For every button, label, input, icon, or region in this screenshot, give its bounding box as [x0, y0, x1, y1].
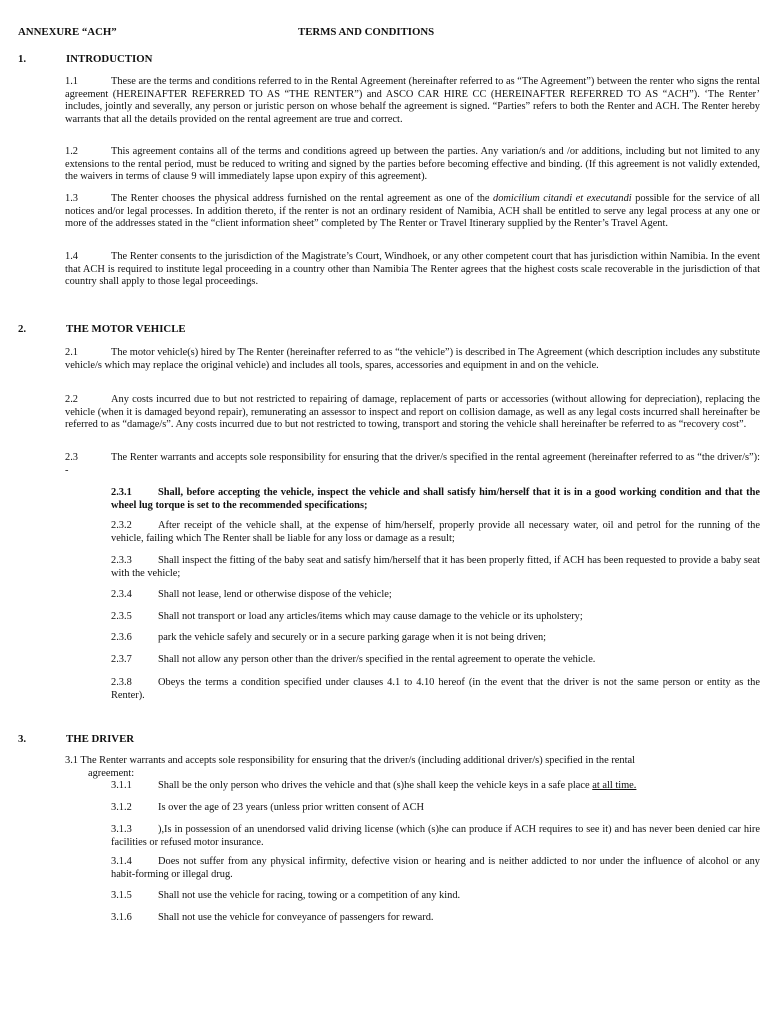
clause-number: 2.2 — [65, 394, 78, 405]
clause-2-3-7 — [111, 654, 760, 667]
clause-number: 2.3.6 — [111, 632, 132, 643]
clause-text: After receipt of the vehicle shall, at the expense of him/herself, properly provide all necessary water, oil and petrol for the running of the vehicle, failing which The Renter shall be liable for any loss or damage as a result; — [111, 520, 760, 544]
clause-3-1-6 — [111, 912, 760, 925]
clause-text-underlined: at all time. — [592, 780, 637, 791]
clause-text: This agreement contains all of the terms and conditions agreed up between the parties. Any variation/s and /or additions, including but not limited to any extensions to the rental period, must be reduced to writing and signed by the parties before becoming effective and binding. (If this agreement is not validly extended, the waivers in terms of clause 9 will immediately lapse upon expiry of this agreement). — [65, 146, 760, 183]
clause-text: The motor vehicle(s) hired by The Renter (hereinafter referred to as “the vehicle”) is described in The Agreement (which description includes any substitute vehicle/s which may replace the original vehicle) and includes all tools, spares, accessories and equipment in and on the vehicle. — [65, 347, 760, 371]
clause-number: 2.3.2 — [111, 520, 132, 531]
clause-number: 3.1.6 — [111, 912, 132, 923]
clause-2-3-4 — [111, 589, 760, 602]
section-2-number: 2. — [18, 323, 27, 335]
section-3-title: THE DRIVER — [66, 733, 135, 745]
clause-text: These are the terms and conditions referred to in the Rental Agreement (hereinafter referred to as “The Agreement”) between the renter who signs the rental agreement (HEREINAFTER REFERRED TO AS “THE RENTER”) and ASCO CAR HIRE CC (HEREINAFTER REFERRED TO AS “ACH”). ‘The Renter’ includes, jointly and severally, any person or juristic person on whose behalf the agreement is signed. “Parties” refers to both the Renter and ACH. The Renter hereby warrants that all the details provided on the rental agreement are true and correct. — [65, 76, 760, 125]
clause-text: Any costs incurred due to but not restricted to repairing of damage, replacement of parts or accessories (without allowing for depreciation), replacing the vehicle (when it is damaged beyond repair), remunerating an assessor to inspect and report on collision damage, as well as any legal costs incurred shall hereinafter be referred to as “damage/s”. Any costs incurred due to but not restricted to towing, transport and storing the vehicle shall hereinafter be referred to as “recovery cost”. — [65, 394, 760, 431]
page-title: TERMS AND CONDITIONS — [298, 26, 435, 38]
clause-text: Shall, before accepting the vehicle, inspect the vehicle and shall satisfy him/herself that it is in a good working condition and that the wheel lug torque is set to the recommended specifications; — [111, 487, 760, 511]
clause-1-4 — [65, 251, 760, 289]
clause-text: possible for the service of all notices and/or legal processes. In addition thereto, if the renter is not an ordinary resident of Namibia, ACH shall be entitled to serve any legal process at any one or more of the addresses stated in the “client information sheet” completed by The Renter or Travel Itinerary supplied by the Renter’s Travel Agent. — [65, 193, 761, 230]
clause-2-3-8 — [111, 677, 760, 702]
clause-text: Is over the age of 23 years (unless prior written consent of ACH — [158, 802, 425, 813]
clause-text: Shall not lease, lend or otherwise dispose of the vehicle; — [158, 589, 392, 600]
clause-3-1-3 — [111, 824, 760, 849]
clause-number: 1.1 — [65, 76, 78, 87]
clause-number: 2.3.5 — [111, 611, 132, 622]
clause-2-3-6 — [111, 632, 760, 645]
clause-number: 2.3.4 — [111, 589, 132, 600]
clause-number: 2.3.7 — [111, 654, 132, 665]
clause-3-1 — [65, 755, 760, 780]
clause-text: Shall not use the vehicle for conveyance of passengers for reward. — [158, 912, 434, 923]
clause-text: Shall not transport or load any articles/items which may cause damage to the vehicle or its upholstery; — [158, 611, 583, 622]
clause-text: Shall inspect the fitting of the baby seat and satisfy him/herself that it has been properly fitted, if ACH has been requested to provide a baby seat with the vehicle; — [111, 555, 760, 579]
clause-number: 2.3.3 — [111, 555, 132, 566]
clause-2-3-2 — [111, 520, 760, 545]
clause-3-1-5 — [111, 890, 760, 903]
clause-text: The Renter warrants and accepts sole responsibility for ensuring that the driver/s specified in the rental agreement (hereinafter referred to as “the driver/s”): - — [65, 452, 760, 476]
clause-number: 2.3.1 — [111, 487, 132, 498]
clause-2-3 — [65, 452, 760, 477]
clause-text: The Renter chooses the physical address furnished on the rental agreement as one of the — [111, 193, 494, 204]
clause-text: ),Is in possession of an unendorsed valid driving license (which (s)he can produce if ACH requires to see it) and has never been denied car hire facilities or refused motor insurance. — [111, 824, 760, 848]
section-2-title: THE MOTOR VEHICLE — [66, 323, 186, 335]
clause-text: Shall be the only person who drives the vehicle and that (s)he shall keep the vehicle keys in a safe place — [158, 780, 593, 791]
section-1-number: 1. — [18, 53, 27, 65]
clause-2-2 — [65, 394, 760, 432]
clause-number: 3.1.4 — [111, 856, 132, 867]
clause-text: park the vehicle safely and securely or in a secure parking garage when it is not being driven; — [158, 632, 547, 643]
clause-number: 2.1 — [65, 347, 78, 358]
clause-3-1-4 — [111, 856, 760, 881]
clause-3-1-1 — [111, 780, 760, 793]
clause-2-3-1 — [111, 487, 760, 512]
clause-text: Does not suffer from any physical infirmity, defective vision or hearing and is neither addicted to nor under the influence of alcohol or any habit-forming or illegal drug. — [111, 856, 760, 880]
clause-1-1 — [65, 76, 760, 126]
clause-2-3-5 — [111, 611, 760, 624]
clause-3-1-2 — [111, 802, 760, 815]
clause-2-1 — [65, 347, 760, 372]
clause-text-italic: domicilium citandi et executandi — [493, 193, 632, 204]
clause-number: 2.3.8 — [111, 677, 132, 688]
section-3-number: 3. — [18, 733, 27, 745]
section-1-title: INTRODUCTION — [66, 53, 153, 65]
clause-1-2 — [65, 146, 760, 184]
clause-number: 3.1.1 — [111, 780, 132, 791]
clause-number: 3.1.3 — [111, 824, 132, 835]
annexure-label: ANNEXURE “ACH” — [18, 26, 117, 38]
clause-text-continued: agreement: — [88, 767, 135, 779]
clause-text: Obeys the terms a condition specified under clauses 4.1 to 4.10 hereof (in the event that the driver is not the same person or entity as the Renter). — [111, 677, 760, 701]
clause-number: 1.3 — [65, 193, 78, 204]
clause-text: Shall not use the vehicle for racing, towing or a competition of any kind. — [158, 890, 461, 901]
clause-text: The Renter consents to the jurisdiction of the Magistrate’s Court, Windhoek, or any other competent court that has jurisdiction within Namibia. In the event that ACH is required to institute legal proceeding in a country other than Namibia The Renter agrees that the highest costs scale recoverable in the jurisdiction of that country shall apply to those legal proceedings. — [65, 251, 760, 288]
clause-1-3 — [65, 193, 760, 231]
clause-number: 1.2 — [65, 146, 78, 157]
clause-number: 3.1.2 — [111, 802, 132, 813]
clause-number: 2.3 — [65, 452, 78, 463]
clause-text: Shall not allow any person other than the driver/s specified in the rental agreement to operate the vehicle. — [158, 654, 596, 665]
clause-number: 3.1.5 — [111, 890, 132, 901]
clause-2-3-3 — [111, 555, 760, 580]
clause-number: 1.4 — [65, 251, 78, 262]
clause-text: 3.1 The Renter warrants and accepts sole responsibility for ensuring that the driver/s (including additional driver/s) specified in the rental — [65, 755, 635, 766]
